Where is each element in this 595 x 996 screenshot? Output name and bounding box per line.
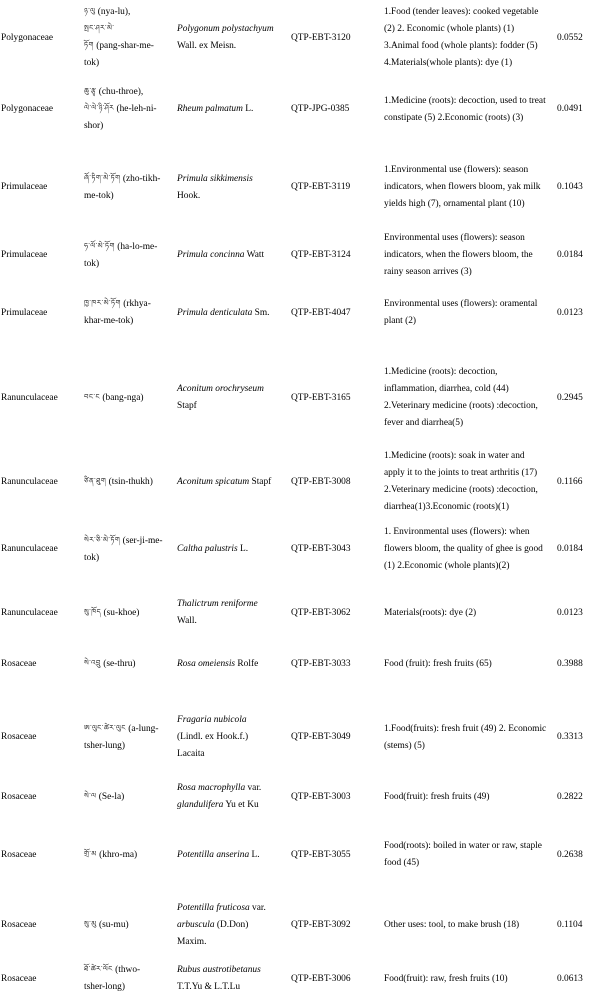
voucher-code-cell: QTP-EBT-4047	[291, 307, 351, 318]
local-name-line	[84, 605, 168, 622]
local-name-cell	[84, 962, 168, 996]
transliteration: khar-me-tok)	[84, 316, 134, 326]
local-name-line	[84, 533, 168, 550]
use-line: Food (fruit): fresh fruits (65)	[384, 659, 492, 669]
local-name-line	[84, 21, 168, 38]
author-citation: (Lindl. ex Hook.f.)	[177, 732, 249, 742]
transliteration: (he-leh-ni-	[114, 104, 157, 114]
species-epithet: Primula denticulata	[177, 307, 253, 318]
transliteration: (chu-throe),	[96, 87, 144, 97]
use-line: Environmental uses (flowers): oramental	[384, 299, 538, 309]
tibetan-script: སེ་འབྲུ	[84, 659, 101, 667]
use-value-cell: 0.0123	[557, 607, 583, 618]
scientific-name-line	[177, 21, 285, 38]
scientific-name-line	[177, 780, 285, 797]
author-citation: L.	[237, 544, 249, 554]
use-line: indicators, when flowers bloom, yak milk	[384, 182, 541, 192]
author-citation: Watt	[244, 250, 265, 260]
scientific-name-cell	[177, 712, 285, 763]
local-name-cell	[84, 474, 168, 491]
scientific-name-cell	[177, 900, 285, 951]
use-line: 1.Medicine (roots): soak in water and	[384, 451, 525, 461]
species-epithet: Primula sikkimensis	[177, 173, 253, 184]
transliteration: me-tok)	[84, 190, 114, 201]
use-line: 4.Materials(whole plants): dye (1)	[384, 58, 513, 68]
use-line: (stems) (5)	[384, 740, 425, 751]
scientific-name-line	[177, 656, 285, 673]
transliteration: (khro-ma)	[96, 849, 138, 860]
species-epithet: Potentilla fruticosa	[177, 903, 250, 913]
transliteration: (ser-ji-me-	[120, 535, 163, 546]
scientific-name-cell	[177, 247, 285, 264]
voucher-code-cell: QTP-EBT-3008	[291, 476, 351, 487]
use-line: Other uses: tool, to make brush (18)	[384, 920, 520, 930]
family-cell: Rosaceae	[1, 659, 37, 669]
uses-cell	[384, 789, 574, 806]
use-line: rainy season arrives (3)	[384, 267, 472, 277]
scientific-name-line	[177, 188, 285, 205]
author-citation: (D.Don)	[214, 920, 249, 930]
use-line: diarrhea(1)3.Economic (roots)(1)	[384, 502, 509, 512]
voucher-code-cell: QTP-EBT-3062	[291, 607, 351, 618]
uses-cell	[384, 971, 574, 988]
use-line: (2) 2. Economic (whole plants) (1)	[384, 24, 515, 34]
scientific-name-cell	[177, 381, 285, 415]
scientific-name-line	[177, 381, 285, 398]
transliteration: tok)	[84, 258, 100, 269]
use-value-cell: 0.3988	[557, 659, 583, 669]
author-citation: Rolfe	[235, 659, 259, 669]
species-epithet: arbuscula	[177, 920, 215, 930]
local-name-line	[84, 390, 168, 407]
scientific-name-cell	[177, 847, 285, 864]
use-line: Food(roots): boiled in water or raw, staple	[384, 841, 542, 851]
author-citation: Stapf	[177, 401, 197, 411]
transliteration: (pang-shar-me-	[93, 41, 154, 51]
uses-cell	[384, 721, 574, 755]
author-citation: Sm.	[252, 307, 270, 318]
tibetan-script: སུ་མུ	[84, 920, 97, 928]
uses-cell	[384, 917, 574, 934]
voucher-code-cell: QTP-EBT-3003	[291, 791, 351, 802]
scientific-name-line	[177, 474, 285, 491]
scientific-name-line	[177, 398, 285, 415]
author-citation: Stapf	[249, 476, 272, 487]
use-line: fever and diarrhea(5)	[384, 418, 464, 428]
use-value-cell: 0.3313	[557, 732, 583, 742]
author-citation: var.	[249, 903, 266, 913]
transliteration: (nya-lu),	[95, 7, 131, 17]
voucher-code-cell: QTP-EBT-3165	[291, 392, 351, 403]
species-epithet: Primula concinna	[177, 250, 245, 260]
voucher-code-cell: QTP-EBT-3006	[291, 973, 351, 984]
local-name-cell	[84, 4, 168, 72]
family-cell: Ranunculaceae	[1, 544, 58, 554]
local-name-cell	[84, 296, 168, 330]
tibetan-script: ཁྱ་ཁར་མེ་ཏོག	[84, 299, 121, 307]
author-citation: L.	[242, 104, 254, 114]
voucher-code-cell: QTP-EBT-3049	[291, 732, 351, 742]
use-line: 1.Food(fruits): fresh fruit (49) 2. Economic	[384, 723, 547, 734]
use-line: indicators, when the flowers bloom, the	[384, 250, 533, 260]
scientific-name-cell	[177, 541, 285, 558]
species-epithet: Rosa macrophylla	[177, 783, 246, 793]
transliteration: (Se-la)	[96, 791, 125, 802]
transliteration: (zho-tikh-	[120, 173, 161, 184]
transliteration: tok)	[84, 58, 100, 68]
scientific-name-line	[177, 171, 285, 188]
transliteration: (bang-nga)	[100, 392, 144, 403]
family-cell: Primulaceae	[1, 307, 48, 318]
tibetan-script: ཏོག	[84, 41, 94, 49]
family-cell: Primulaceae	[1, 182, 48, 192]
use-line: flowers bloom, the quality of ghee is good	[384, 544, 543, 554]
scientific-name-line	[177, 541, 285, 558]
scientific-name-line	[177, 101, 285, 118]
family-cell: Primulaceae	[1, 250, 48, 260]
voucher-code-cell: QTP-EBT-3043	[291, 544, 351, 554]
use-value-cell: 0.2945	[557, 392, 583, 403]
local-name-line	[84, 256, 168, 273]
local-name-line	[84, 188, 168, 205]
scientific-name-line	[177, 746, 285, 763]
use-line: Materials(roots): dye (2)	[384, 607, 477, 618]
transliteration: (se-thru)	[100, 659, 136, 669]
species-epithet: Rubus austrotibetanus	[177, 965, 261, 975]
family-cell: Ranunculaceae	[1, 607, 58, 618]
tibetan-script: ཨ་ལུང་ཚེར་ལུང	[84, 723, 126, 732]
tibetan-script: སྤང་ཤར་མེ་	[84, 24, 115, 32]
scientific-name-cell	[177, 474, 285, 491]
author-citation: Wall. ex Meisn.	[177, 41, 237, 51]
local-name-cell	[84, 171, 168, 205]
tibetan-script: གྲོ་མ	[84, 849, 97, 858]
scientific-name-cell	[177, 101, 285, 118]
transliteration: (a-lung-	[125, 723, 159, 734]
transliteration: (tsin-thukh)	[106, 476, 153, 487]
local-name-line	[84, 962, 168, 979]
local-name-line	[84, 313, 168, 330]
voucher-code-cell: QTP-EBT-3033	[291, 659, 351, 669]
uses-cell	[384, 230, 574, 281]
use-line: 1.Food (tender leaves): cooked vegetable	[384, 7, 539, 17]
uses-cell	[384, 4, 574, 72]
scientific-name-line	[177, 917, 285, 934]
local-name-line	[84, 4, 168, 21]
use-line: (1) 2.Economic (whole plants)(2)	[384, 561, 510, 571]
family-cell: Polygonaceae	[1, 104, 54, 114]
use-value-cell: 0.1166	[557, 476, 583, 487]
scientific-name-line	[177, 847, 285, 864]
transliteration: tsher-lung)	[84, 740, 125, 751]
use-value-cell: 0.0613	[557, 973, 583, 984]
author-citation: Wall.	[177, 616, 197, 626]
transliteration: (ha-lo-me-	[114, 241, 158, 252]
use-value-cell: 0.1104	[557, 920, 583, 930]
use-line: 1. Environmental uses (flowers): when	[384, 527, 530, 537]
transliteration: (su-mu)	[96, 920, 129, 930]
transliteration: shor)	[84, 121, 104, 131]
local-name-line	[84, 101, 168, 118]
use-value-cell: 0.1043	[557, 182, 583, 192]
use-line: yields high (7), ornamental plant (10)	[384, 199, 525, 209]
scientific-name-line	[177, 247, 285, 264]
scientific-name-line	[177, 934, 285, 951]
local-name-line	[84, 84, 168, 101]
transliteration: (thwo-	[112, 965, 141, 975]
local-name-line	[84, 550, 168, 567]
tibetan-script: ཆུ་རྩྭ	[84, 87, 97, 95]
transliteration: (su-khoe)	[101, 607, 140, 618]
local-name-line	[84, 979, 168, 996]
family-cell: Ranunculaceae	[1, 392, 58, 403]
author-citation: Lacaita	[177, 749, 205, 759]
species-epithet: Potentilla anserina	[177, 849, 250, 860]
use-line: 2.Veterinary medicine (roots) :decoction,	[384, 485, 538, 495]
scientific-name-cell	[177, 171, 285, 205]
uses-cell	[384, 524, 574, 575]
use-line: constipate (5) 2.Economic (roots) (3)	[384, 112, 524, 123]
family-cell: Ranunculaceae	[1, 476, 58, 487]
local-name-line	[84, 239, 168, 256]
species-epithet: Rheum palmatum	[177, 104, 243, 114]
author-citation: var.	[245, 783, 262, 793]
scientific-name-line	[177, 729, 285, 746]
local-name-line	[84, 917, 168, 934]
local-name-cell	[84, 84, 168, 135]
scientific-name-cell	[177, 305, 285, 322]
local-name-line	[84, 55, 168, 72]
scientific-name-line	[177, 596, 285, 613]
species-epithet: Fragaria nubicola	[177, 715, 247, 725]
voucher-code-cell: QTP-EBT-3055	[291, 849, 351, 860]
use-value-cell: 0.2822	[557, 791, 583, 802]
use-value-cell: 0.0184	[557, 544, 583, 554]
voucher-code-cell: QTP-EBT-3124	[291, 250, 351, 260]
local-name-cell	[84, 533, 168, 567]
local-name-line	[84, 474, 168, 491]
local-name-cell	[84, 847, 168, 864]
tibetan-script: སུ་ཁོད	[84, 607, 102, 616]
species-epithet: Aconitum spicatum	[177, 476, 250, 487]
local-name-cell	[84, 656, 168, 673]
tibetan-script: ཞོ་ཏིག་མེ་ཏོག	[84, 173, 121, 182]
voucher-code-cell: QTP-JPG-0385	[291, 104, 350, 114]
author-citation: Yu et Ku	[223, 800, 259, 810]
species-epithet: Aconitum orochryseum	[177, 384, 264, 394]
uses-cell	[384, 656, 574, 673]
scientific-name-line	[177, 900, 285, 917]
transliteration: tok)	[84, 552, 100, 563]
family-cell: Rosaceae	[1, 791, 37, 802]
scientific-name-cell	[177, 596, 285, 630]
local-name-line	[84, 738, 168, 755]
uses-cell	[384, 605, 574, 622]
uses-cell	[384, 838, 574, 872]
voucher-code-cell: QTP-EBT-3119	[291, 182, 351, 192]
use-line: inflammation, diarrhea, cold (44)	[384, 384, 509, 394]
author-citation: T.T.Yu & L.T.Lu	[177, 982, 241, 992]
local-name-cell	[84, 390, 168, 407]
local-name-line	[84, 118, 168, 135]
family-cell: Rosaceae	[1, 732, 37, 742]
use-line: Food(fruit): fresh fruits (49)	[384, 791, 490, 802]
species-epithet: Thalictrum reniforme	[177, 599, 258, 609]
local-name-line	[84, 721, 168, 738]
transliteration: tsher-long)	[84, 982, 125, 992]
species-epithet: Rosa omeiensis	[177, 659, 236, 669]
local-name-line	[84, 847, 168, 864]
local-name-line	[84, 656, 168, 673]
scientific-name-line	[177, 797, 285, 814]
family-cell: Polygonaceae	[1, 32, 54, 43]
use-line: 1.Medicine (roots): decoction,	[384, 367, 498, 377]
scientific-name-line	[177, 979, 285, 996]
uses-cell	[384, 162, 574, 213]
local-name-cell	[84, 239, 168, 273]
use-value-cell: 0.0491	[557, 104, 583, 114]
scientific-name-cell	[177, 780, 285, 814]
species-epithet: Caltha palustris	[177, 544, 238, 554]
local-name-line	[84, 296, 168, 313]
family-cell: Rosaceae	[1, 920, 37, 930]
uses-cell	[384, 364, 574, 432]
scientific-name-line	[177, 962, 285, 979]
scientific-name-cell	[177, 656, 285, 673]
author-citation: Hook.	[177, 190, 201, 201]
tibetan-script: ཙིན་ཐུག	[84, 476, 107, 485]
local-name-line	[84, 171, 168, 188]
scientific-name-line	[177, 613, 285, 630]
scientific-name-line	[177, 305, 285, 322]
tibetan-script: བང་ང	[84, 392, 101, 401]
species-epithet: glandulifera	[177, 800, 224, 810]
species-epithet: Polygonum polystachyum	[177, 24, 274, 34]
tibetan-script: ཉ་ལུ	[84, 7, 96, 15]
local-name-line	[84, 789, 168, 806]
local-name-cell	[84, 789, 168, 806]
use-line: 1.Medicine (roots): decoction, used to treat	[384, 95, 546, 106]
local-name-line	[84, 38, 168, 55]
use-value-cell: 0.0184	[557, 250, 583, 260]
tibetan-script: ཐོ་ཚེར་ལོང	[84, 965, 113, 973]
uses-cell	[384, 93, 574, 127]
use-line: plant (2)	[384, 316, 417, 326]
tibetan-script: ཧ་ལོ་མེ་ཏོག	[84, 241, 115, 250]
author-citation: Maxim.	[177, 937, 207, 947]
uses-cell	[384, 448, 574, 516]
use-value-cell: 0.0123	[557, 307, 583, 318]
author-citation: L.	[249, 849, 260, 860]
scientific-name-line	[177, 38, 285, 55]
tibetan-script: ལེ་ལེ་ཉི་ཤོར	[84, 104, 115, 112]
use-line: 1.Environmental use (flowers): season	[384, 165, 529, 175]
transliteration: (rkhya-	[120, 299, 151, 309]
use-value-cell: 0.0552	[557, 32, 583, 43]
use-line: apply it to the joints to treat arthritis (17)	[384, 468, 538, 478]
voucher-code-cell: QTP-EBT-3120	[291, 32, 351, 43]
family-cell: Rosaceae	[1, 973, 37, 984]
scientific-name-cell	[177, 21, 285, 55]
local-name-cell	[84, 605, 168, 622]
use-line: 3.Animal food (whole plants): fodder (5)	[384, 41, 538, 51]
use-line: Food(fruit): raw, fresh fruits (10)	[384, 973, 508, 984]
scientific-name-line	[177, 712, 285, 729]
use-line: 2.Veterinary medicine (roots) :decoction,	[384, 401, 538, 411]
tibetan-script: སེ་ལ	[84, 791, 97, 800]
tibetan-script: སེར་ཅི་མེ་ཏོག	[84, 535, 121, 544]
use-line: food (45)	[384, 858, 420, 868]
voucher-code-cell: QTP-EBT-3092	[291, 920, 351, 930]
use-value-cell: 0.2638	[557, 849, 583, 860]
use-line: Environmental uses (flowers): season	[384, 233, 525, 243]
uses-cell	[384, 296, 574, 330]
local-name-cell	[84, 721, 168, 755]
family-cell: Rosaceae	[1, 849, 37, 860]
scientific-name-cell	[177, 962, 285, 996]
local-name-cell	[84, 917, 168, 934]
